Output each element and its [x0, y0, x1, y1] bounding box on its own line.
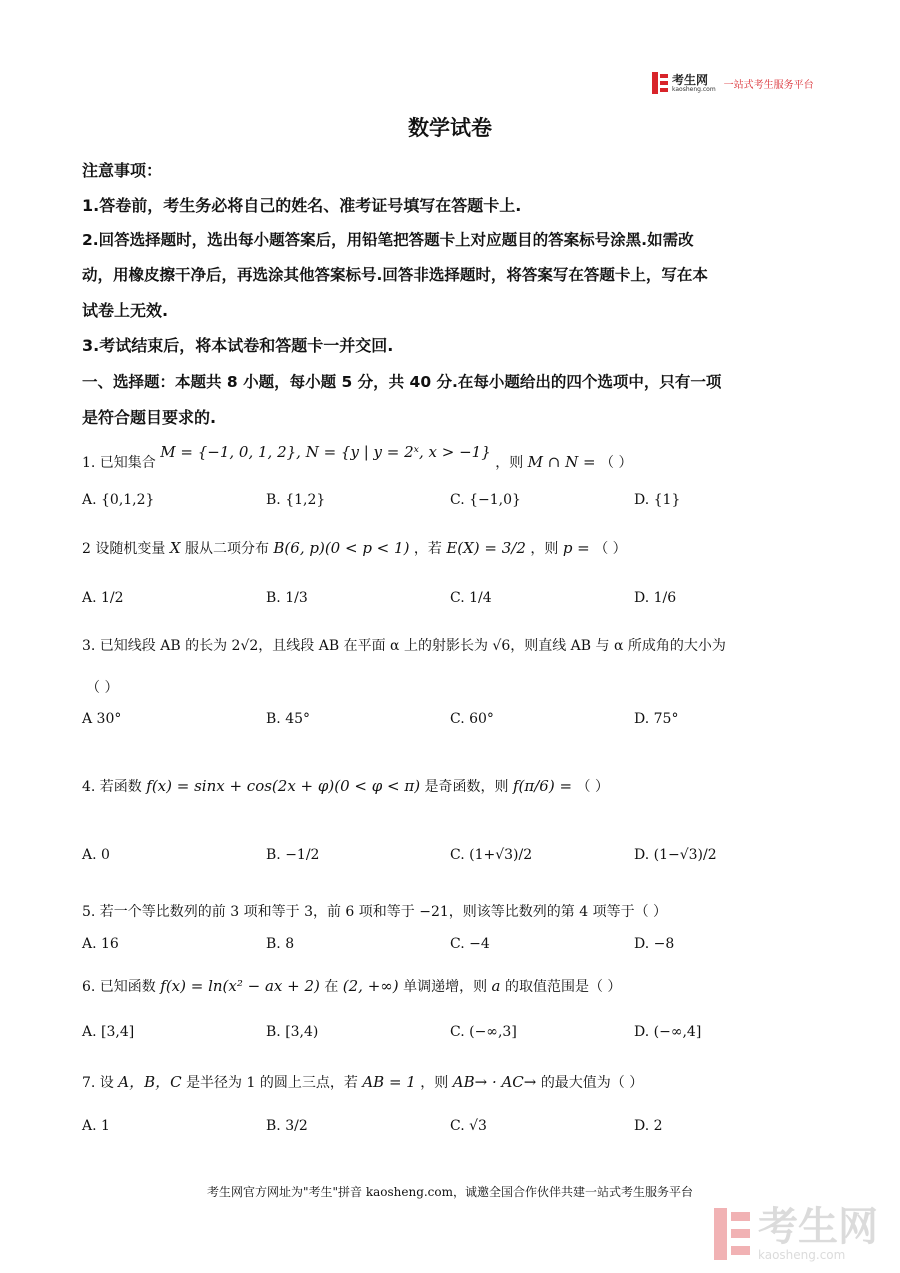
- q5-option-a: A. 16: [82, 936, 119, 952]
- header-logo: [652, 72, 814, 94]
- question-2: 2 设随机变量 X 服从二项分布 B(6, p)(0 < p < 1) ，若 E(X) = 3/2 ，则 p = （ ）: [82, 539, 627, 557]
- question-3-line-1: 3. 已知线段 AB 的长为 2√2，且线段 AB 在平面 α 上的射影长为 √6，则直线 AB 与 α 所成角的大小为: [82, 638, 726, 654]
- page-footer: 考生网官方网址为"考生"拼音 kaosheng.com，诚邀全国合作伙伴共建一站式考生服务平台: [206, 1185, 694, 1199]
- q6-option-a: A. [3,4]: [82, 1024, 135, 1040]
- question-7: 7. 设 A，B，C 是半径为 1 的圆上三点，若 AB = 1 ，则 AB→ · AC→ 的最大值为（ ）: [82, 1073, 644, 1091]
- question-3-line-2: （ ）: [86, 680, 119, 696]
- watermark-logo-icon: [714, 1208, 750, 1260]
- watermark-text: 考生网: [758, 1204, 878, 1250]
- watermark-domain: kaosheng.com: [758, 1248, 846, 1262]
- q1-option-b: B. {1,2}: [266, 492, 326, 508]
- page-title: 数学试卷: [408, 116, 492, 140]
- question-1: 1. 已知集合 M = {−1, 0, 1, 2}, N = {y | y = 2ˣ, x > −1} ，则 M ∩ N = （ ）: [82, 443, 633, 471]
- q3-option-a: A 30°: [82, 711, 122, 727]
- q2-option-b: B. 1/3: [266, 590, 308, 606]
- logo-mark-icon: [652, 72, 668, 94]
- notice-heading: 注意事项：: [82, 161, 163, 180]
- question-4: 4. 若函数 f(x) = sinx + cos(2x + φ)(0 < φ < π) 是奇函数，则 f(π/6) = （ ）: [82, 777, 609, 795]
- q7-option-d: D. 2: [634, 1118, 663, 1134]
- q7-option-a: A. 1: [82, 1118, 110, 1134]
- q5-option-d: D. −8: [634, 936, 675, 952]
- q5-option-b: B. 8: [266, 936, 295, 952]
- q1-option-c: C. {−1,0}: [450, 492, 521, 508]
- header-slogan: 一站式考生服务平台: [723, 79, 814, 91]
- notice-item-3: 3.考试结束后，将本试卷和答题卡一并交回.: [82, 336, 394, 355]
- notice-item-2-line-2: 动，用橡皮擦干净后，再选涂其他答案标号.回答非选择题时，将答案写在答题卡上，写在本: [82, 266, 708, 284]
- q4-option-c: C. (1+√3)/2: [450, 847, 533, 863]
- q4-option-a: A. 0: [82, 847, 110, 863]
- q6-option-c: C. (−∞,3]: [450, 1024, 517, 1040]
- notice-item-2-line-1: 2.回答选择题时，选出每小题答案后，用铅笔把答题卡上对应题目的答案标号涂黑.如需改: [82, 231, 694, 249]
- watermark: [714, 1206, 878, 1262]
- q1-sets: M = {−1, 0, 1, 2}, N = {y | y = 2ˣ, x > −1}: [160, 443, 491, 461]
- q3-option-c: C. 60°: [450, 711, 494, 727]
- q7-option-b: B. 3/2: [266, 1118, 308, 1134]
- q4-option-b: B. −1/2: [266, 847, 320, 863]
- q7-option-c: C. √3: [450, 1118, 487, 1134]
- section-heading-line-1: 一、选择题：本题共 8 小题，每小题 5 分，共 40 分.在每小题给出的四个选项中，只有一项: [82, 373, 722, 391]
- notice-item-1: 1.答卷前，考生务必将自己的姓名、准考证号填写在答题卡上.: [82, 196, 522, 215]
- notice-item-2-line-3: 试卷上无效.: [82, 301, 169, 320]
- q2-option-a: A. 1/2: [82, 590, 124, 606]
- q6-option-d: D. (−∞,4]: [634, 1024, 702, 1040]
- q6-option-b: B. [3,4): [266, 1024, 319, 1040]
- q2-option-d: D. 1/6: [634, 590, 677, 606]
- q1-option-a: A. {0,1,2}: [82, 492, 155, 508]
- q5-option-c: C. −4: [450, 936, 490, 952]
- q3-option-d: D. 75°: [634, 711, 679, 727]
- q4-option-d: D. (1−√3)/2: [634, 847, 717, 863]
- q2-option-c: C. 1/4: [450, 590, 492, 606]
- question-6: 6. 已知函数 f(x) = ln(x² − ax + 2) 在 (2, +∞) 单调递增，则 a 的取值范围是（ ）: [82, 977, 622, 995]
- section-heading-line-2: 是符合题目要求的.: [82, 408, 217, 427]
- q1-intersection: M ∩ N =: [527, 453, 596, 471]
- logo-site-name: 考生网: [672, 72, 709, 87]
- question-5: 5. 若一个等比数列的前 3 项和等于 3，前 6 项和等于 −21，则该等比数列的第 4 项等于（ ）: [82, 904, 668, 920]
- logo-domain: kaosheng.com: [672, 85, 716, 93]
- q1-option-d: D. {1}: [634, 492, 681, 508]
- q3-option-b: B. 45°: [266, 711, 311, 727]
